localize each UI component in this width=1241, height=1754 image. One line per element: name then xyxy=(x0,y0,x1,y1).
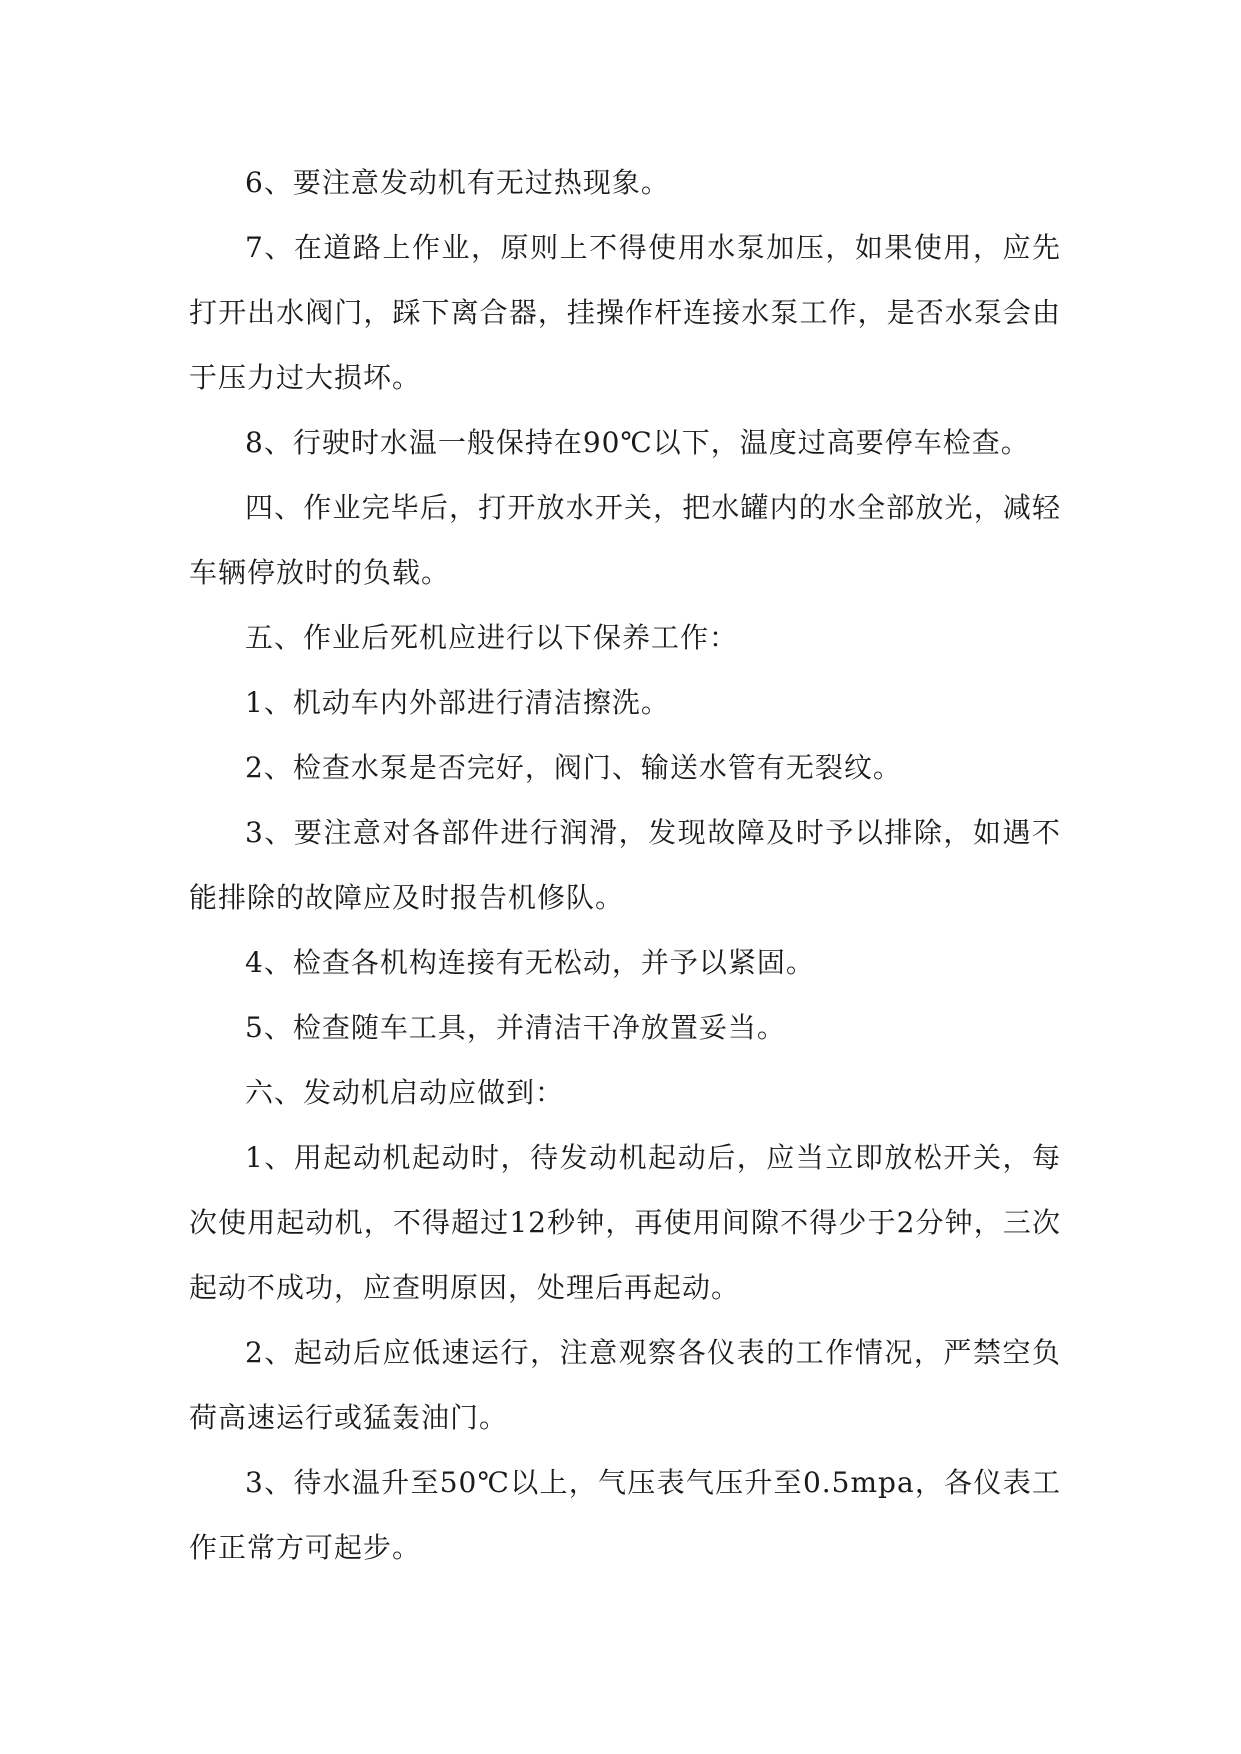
paragraph: 6、要注意发动机有无过热现象。 xyxy=(245,166,670,199)
paragraph: 2、检查水泵是否完好，阀门、输送水管有无裂纹。 xyxy=(245,751,902,784)
paragraph: 8、行驶时水温一般保持在90℃以下，温度过高要停车检查。 xyxy=(245,426,1030,459)
paragraph: 2、起动后应低速运行，注意观察各仪表的工作情况，严禁空负荷高速运行或猛轰油门。 xyxy=(189,1336,1061,1434)
paragraph: 5、检查随车工具，并清洁干净放置妥当。 xyxy=(245,1011,786,1044)
paragraph: 四、作业完毕后，打开放水开关，把水罐内的水全部放光，减轻车辆停放时的负载。 xyxy=(189,491,1061,589)
paragraph: 3、待水温升至50℃以上，气压表气压升至0.5mpa，各仪表工作正常方可起步。 xyxy=(189,1466,1061,1564)
paragraph: 7、在道路上作业，原则上不得使用水泵加压，如果使用，应先打开出水阀门，踩下离合器，挂操作杆连接水泵工作，是否水泵会由于压力过大损坏。 xyxy=(189,231,1061,394)
section-heading: 五、作业后死机应进行以下保养工作： xyxy=(245,621,739,654)
paragraph: 1、机动车内外部进行清洁擦洗。 xyxy=(245,686,670,719)
section-heading: 六、发动机启动应做到： xyxy=(245,1076,565,1109)
paragraph: 1、用起动机起动时，待发动机起动后，应当立即放松开关，每次使用起动机，不得超过12秒钟，再使用间隙不得少于2分钟，三次起动不成功，应查明原因，处理后再起动。 xyxy=(189,1141,1061,1304)
paragraph: 3、要注意对各部件进行润滑，发现故障及时予以排除，如遇不能排除的故障应及时报告机修队。 xyxy=(189,816,1061,914)
paragraph: 4、检查各机构连接有无松动，并予以紧固。 xyxy=(245,946,815,979)
document-body xyxy=(189,150,1061,1580)
